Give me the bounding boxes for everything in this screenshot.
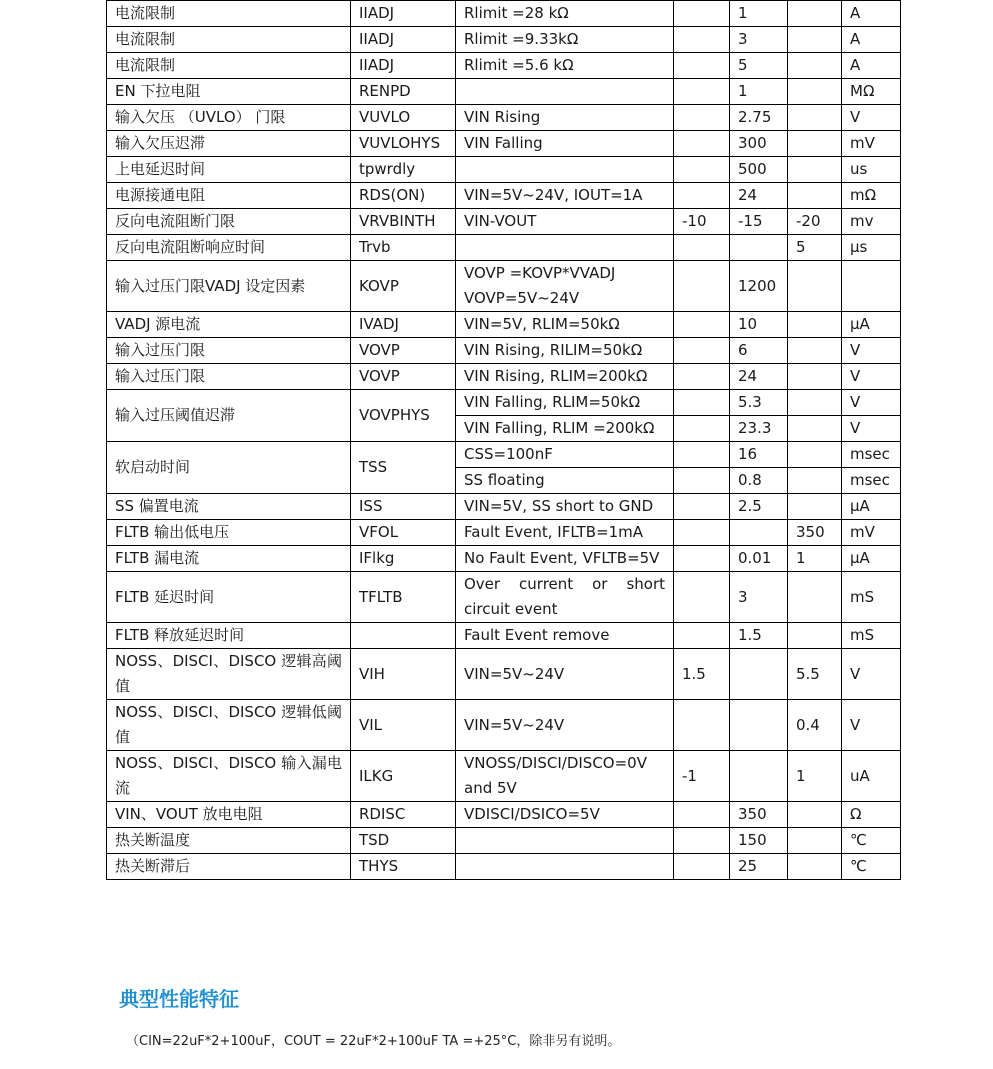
min-cell: -1 (674, 751, 730, 802)
min-cell (674, 442, 730, 468)
unit-cell: V (842, 105, 901, 131)
unit-cell: V (842, 700, 901, 751)
param-cell: SS 偏置电流 (107, 494, 351, 520)
max-cell: 350 (788, 520, 842, 546)
condition-cell: VIN=5V, SS short to GND (456, 494, 674, 520)
symbol-cell: IIADJ (351, 53, 456, 79)
unit-cell: mv (842, 209, 901, 235)
param-cell: EN 下拉电阻 (107, 79, 351, 105)
condition-cell: Rlimit =28 kΩ (456, 1, 674, 27)
param-cell: FLTB 释放延迟时间 (107, 623, 351, 649)
typ-cell: 10 (730, 312, 788, 338)
typ-cell: 3 (730, 572, 788, 623)
unit-cell: µA (842, 494, 901, 520)
table-row (107, 751, 901, 802)
section-title: 典型性能特征 (119, 987, 239, 1011)
condition-cell: VIN Rising, RILIM=50kΩ (456, 338, 674, 364)
param-cell: 反向电流阻断响应时间 (107, 235, 351, 261)
symbol-cell: VUVLO (351, 105, 456, 131)
min-cell (674, 183, 730, 209)
condition-cell: VIN-VOUT (456, 209, 674, 235)
max-cell (788, 468, 842, 494)
max-cell: 5.5 (788, 649, 842, 700)
condition-cell: Fault Event remove (456, 623, 674, 649)
max-cell (788, 53, 842, 79)
unit-cell: msec (842, 442, 901, 468)
max-cell (788, 183, 842, 209)
unit-cell: A (842, 27, 901, 53)
min-cell (674, 364, 730, 390)
param-cell: FLTB 漏电流 (107, 546, 351, 572)
symbol-cell: VIH (351, 649, 456, 700)
typ-cell (730, 751, 788, 802)
param-cell: 热关断温度 (107, 828, 351, 854)
typ-cell (730, 700, 788, 751)
unit-cell: V (842, 364, 901, 390)
condition-cell: VIN Rising, RLIM=200kΩ (456, 364, 674, 390)
condition-cell: SS floating (456, 468, 674, 494)
typ-cell: 5 (730, 53, 788, 79)
condition-cell: VIN=5V~24V (456, 700, 674, 751)
unit-cell: V (842, 390, 901, 416)
symbol-cell: RDS(ON) (351, 183, 456, 209)
table-row (107, 828, 901, 854)
min-cell (674, 1, 730, 27)
max-cell: 1 (788, 751, 842, 802)
table-row (107, 105, 901, 131)
typ-cell: 1 (730, 1, 788, 27)
min-cell (674, 416, 730, 442)
condition-cell (456, 79, 674, 105)
condition-cell: VIN Falling, RLIM =200kΩ (456, 416, 674, 442)
table-row (107, 623, 901, 649)
condition-cell: No Fault Event, VFLTB=5V (456, 546, 674, 572)
param-cell: 电源接通电阻 (107, 183, 351, 209)
unit-cell: µA (842, 546, 901, 572)
symbol-cell: VIL (351, 700, 456, 751)
min-cell (674, 27, 730, 53)
table-row (107, 700, 901, 751)
param-cell: NOSS、DISCI、DISCO 逻辑低阈值 (107, 700, 351, 751)
param-cell: 电流限制 (107, 53, 351, 79)
unit-cell: mV (842, 131, 901, 157)
table-row (107, 572, 901, 623)
min-cell (674, 261, 730, 312)
param-cell: 电流限制 (107, 1, 351, 27)
typ-cell: 1.5 (730, 623, 788, 649)
unit-cell: µA (842, 312, 901, 338)
typ-cell: 3 (730, 27, 788, 53)
param-cell: NOSS、DISCI、DISCO 输入漏电流 (107, 751, 351, 802)
table-row (107, 53, 901, 79)
max-cell (788, 572, 842, 623)
table-row (107, 520, 901, 546)
condition-cell: VIN Falling (456, 131, 674, 157)
unit-cell: us (842, 157, 901, 183)
max-cell (788, 854, 842, 880)
min-cell (674, 157, 730, 183)
condition-cell: CSS=100nF (456, 442, 674, 468)
table-row (107, 1, 901, 27)
typ-cell: 6 (730, 338, 788, 364)
condition-cell: VIN=5V, RLIM=50kΩ (456, 312, 674, 338)
typ-cell: 350 (730, 802, 788, 828)
max-cell (788, 623, 842, 649)
table-row (107, 183, 901, 209)
max-cell (788, 442, 842, 468)
condition-cell: VNOSS/DISCI/DISCO=0V and 5V (456, 751, 674, 802)
unit-cell: ℃ (842, 828, 901, 854)
max-cell (788, 157, 842, 183)
max-cell (788, 312, 842, 338)
electrical-characteristics-table (106, 0, 901, 880)
unit-cell: msec (842, 468, 901, 494)
max-cell: -20 (788, 209, 842, 235)
min-cell (674, 546, 730, 572)
max-cell (788, 105, 842, 131)
table-row (107, 338, 901, 364)
param-cell: 上电延迟时间 (107, 157, 351, 183)
symbol-cell: IIADJ (351, 1, 456, 27)
symbol-cell: VFOL (351, 520, 456, 546)
unit-cell: A (842, 53, 901, 79)
symbol-cell: ILKG (351, 751, 456, 802)
min-cell (674, 235, 730, 261)
table-row (107, 79, 901, 105)
unit-cell: mS (842, 572, 901, 623)
typ-cell: 1 (730, 79, 788, 105)
min-cell (674, 338, 730, 364)
min-cell (674, 520, 730, 546)
param-cell: VADJ 源电流 (107, 312, 351, 338)
max-cell (788, 390, 842, 416)
unit-cell: V (842, 649, 901, 700)
table-row (107, 131, 901, 157)
max-cell: 1 (788, 546, 842, 572)
condition-cell (456, 157, 674, 183)
unit-cell: Ω (842, 802, 901, 828)
test-conditions-note: （CIN=22uF*2+100uF，COUT = 22uF*2+100uF TA =+25°C，除非另有说明。 (126, 1034, 621, 1049)
unit-cell: uA (842, 751, 901, 802)
typ-cell: 25 (730, 854, 788, 880)
symbol-cell: THYS (351, 854, 456, 880)
min-cell (674, 53, 730, 79)
max-cell (788, 261, 842, 312)
max-cell (788, 79, 842, 105)
condition-cell: Fault Event, IFLTB=1mA (456, 520, 674, 546)
param-cell: 输入过压门限VADJ 设定因素 (107, 261, 351, 312)
condition-cell: VIN=5V~24V, IOUT=1A (456, 183, 674, 209)
typ-cell: 0.01 (730, 546, 788, 572)
max-cell: 5 (788, 235, 842, 261)
typ-cell: 2.75 (730, 105, 788, 131)
typ-cell: 500 (730, 157, 788, 183)
symbol-cell: ISS (351, 494, 456, 520)
max-cell (788, 1, 842, 27)
param-cell: FLTB 输出低电压 (107, 520, 351, 546)
typ-cell: 1200 (730, 261, 788, 312)
typ-cell: 5.3 (730, 390, 788, 416)
condition-cell: Rlimit =5.6 kΩ (456, 53, 674, 79)
symbol-cell: IVADJ (351, 312, 456, 338)
table-row (107, 546, 901, 572)
condition-line: VOVP =KOVP*VVADJ (464, 264, 616, 282)
param-cell: NOSS、DISCI、DISCO 逻辑高阈值 (107, 649, 351, 700)
symbol-cell: IFlkg (351, 546, 456, 572)
min-cell: 1.5 (674, 649, 730, 700)
typ-cell: 16 (730, 442, 788, 468)
symbol-cell: VRVBINTH (351, 209, 456, 235)
min-cell (674, 623, 730, 649)
symbol-cell: RDISC (351, 802, 456, 828)
table-row (107, 854, 901, 880)
table-row (107, 209, 901, 235)
condition-line: VOVP=5V~24V (464, 289, 580, 307)
max-cell (788, 338, 842, 364)
min-cell (674, 494, 730, 520)
unit-cell: mS (842, 623, 901, 649)
table-row (107, 261, 901, 312)
symbol-cell: VOVP (351, 338, 456, 364)
unit-cell: mV (842, 520, 901, 546)
condition-cell: VDISCI/DSICO=5V (456, 802, 674, 828)
max-cell: 0.4 (788, 700, 842, 751)
typ-cell: 300 (730, 131, 788, 157)
param-cell: 热关断滞后 (107, 854, 351, 880)
symbol-cell: TSD (351, 828, 456, 854)
typ-cell (730, 649, 788, 700)
condition-cell: VIN=5V~24V (456, 649, 674, 700)
min-cell (674, 468, 730, 494)
typ-cell: -15 (730, 209, 788, 235)
param-cell: VIN、VOUT 放电电阻 (107, 802, 351, 828)
typ-cell (730, 520, 788, 546)
param-cell: 电流限制 (107, 27, 351, 53)
min-cell (674, 700, 730, 751)
max-cell (788, 131, 842, 157)
symbol-cell: RENPD (351, 79, 456, 105)
max-cell (788, 494, 842, 520)
table-row (107, 27, 901, 53)
table-row (107, 312, 901, 338)
unit-cell: ℃ (842, 854, 901, 880)
min-cell (674, 312, 730, 338)
condition-cell (456, 261, 674, 312)
param-cell: 输入过压阈值迟滞 (107, 390, 351, 442)
typ-cell: 2.5 (730, 494, 788, 520)
typ-cell: 24 (730, 183, 788, 209)
condition-cell (456, 854, 674, 880)
symbol-cell: TSS (351, 442, 456, 494)
param-cell: 输入过压门限 (107, 338, 351, 364)
min-cell: -10 (674, 209, 730, 235)
unit-cell (842, 261, 901, 312)
condition-cell: VIN Rising (456, 105, 674, 131)
condition-cell: Over current or short circuit event (456, 572, 674, 623)
param-cell: 输入欠压迟滞 (107, 131, 351, 157)
symbol-cell: tpwrdly (351, 157, 456, 183)
min-cell (674, 105, 730, 131)
min-cell (674, 802, 730, 828)
condition-cell: Rlimit =9.33kΩ (456, 27, 674, 53)
symbol-cell: KOVP (351, 261, 456, 312)
condition-cell: VIN Falling, RLIM=50kΩ (456, 390, 674, 416)
table-row (107, 649, 901, 700)
typ-cell (730, 235, 788, 261)
symbol-cell: VOVP (351, 364, 456, 390)
table-row (107, 157, 901, 183)
max-cell (788, 27, 842, 53)
table-row (107, 802, 901, 828)
symbol-cell: VUVLOHYS (351, 131, 456, 157)
min-cell (674, 854, 730, 880)
table-row (107, 494, 901, 520)
min-cell (674, 572, 730, 623)
typ-cell: 23.3 (730, 416, 788, 442)
min-cell (674, 131, 730, 157)
max-cell (788, 828, 842, 854)
unit-cell: mΩ (842, 183, 901, 209)
typ-cell: 150 (730, 828, 788, 854)
unit-cell: µs (842, 235, 901, 261)
typ-cell: 0.8 (730, 468, 788, 494)
symbol-cell (351, 623, 456, 649)
min-cell (674, 828, 730, 854)
table-row (107, 364, 901, 390)
condition-cell (456, 828, 674, 854)
table-row (107, 235, 901, 261)
table-row (107, 390, 901, 416)
table-row (107, 442, 901, 468)
max-cell (788, 802, 842, 828)
unit-cell: A (842, 1, 901, 27)
unit-cell: V (842, 338, 901, 364)
param-cell: 输入过压门限 (107, 364, 351, 390)
symbol-cell: IIADJ (351, 27, 456, 53)
typ-cell: 24 (730, 364, 788, 390)
param-cell: 输入欠压 （UVLO） 门限 (107, 105, 351, 131)
symbol-cell: TFLTB (351, 572, 456, 623)
symbol-cell: VOVPHYS (351, 390, 456, 442)
unit-cell: MΩ (842, 79, 901, 105)
condition-cell (456, 235, 674, 261)
unit-cell: V (842, 416, 901, 442)
param-cell: 反向电流阻断门限 (107, 209, 351, 235)
max-cell (788, 416, 842, 442)
max-cell (788, 364, 842, 390)
param-cell: 软启动时间 (107, 442, 351, 494)
min-cell (674, 390, 730, 416)
min-cell (674, 79, 730, 105)
symbol-cell: Trvb (351, 235, 456, 261)
param-cell: FLTB 延迟时间 (107, 572, 351, 623)
